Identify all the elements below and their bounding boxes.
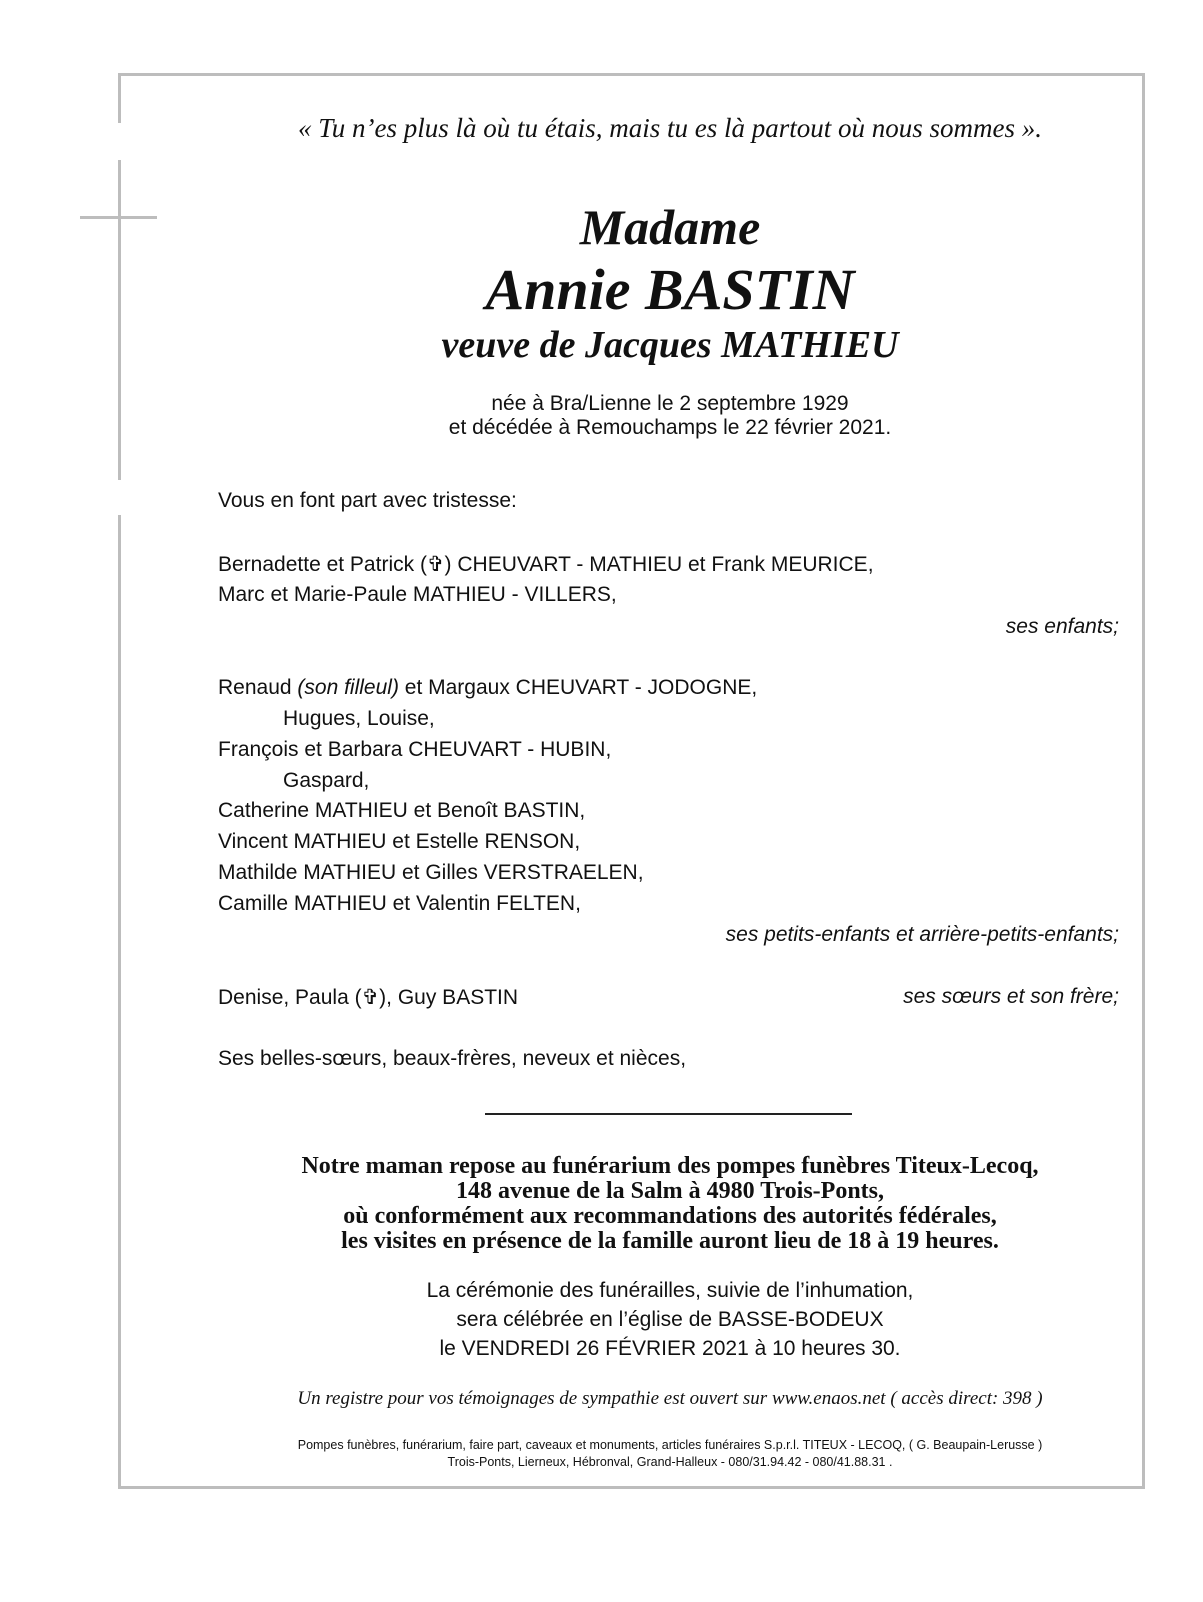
deceased-name: Annie BASTIN [485,257,855,322]
children-role: ses enfants; [1005,615,1119,638]
ceremony-notice [120,1276,1203,1363]
siblings-role: ses sœurs et son frère; [903,985,1119,1008]
footer-line: Pompes funèbres, funérarium, faire part, caveaux et monuments, articles funéraires S.p.r.l. TITEUX - LECOQ, ( G. Beaupain-Lerusse ) [297,1438,1043,1452]
grandchildren-role: ses petits-enfants et arrière-petits-enfants; [725,923,1119,946]
in-laws-line: Ses belles-sœurs, beaux-frères, neveux et nièces, [218,1047,687,1070]
grandchildren-line: Vincent MATHIEU et Estelle RENSON, [218,830,581,853]
siblings-line: Denise, Paula (✞), Guy BASTIN [218,986,519,1009]
grandchildren-line: François et Barbara CHEUVART - HUBIN, [218,738,612,761]
separator-line [485,1113,852,1115]
grandchildren-line: Mathilde MATHIEU et Gilles VERSTRAELEN, [218,861,644,884]
grandchild-partner: et Margaux CHEUVART - JODOGNE, [398,676,758,699]
frame-top-border [118,73,1145,76]
grandchildren-line [218,676,757,700]
ceremony-line: le VENDREDI 26 FÉVRIER 2021 à 10 heures 30. [439,1337,901,1360]
funerarium-notice [120,1154,1203,1254]
great-grandchildren-line: Gaspard, [283,769,370,792]
death-line: et décédée à Remouchamps le 22 février 2021. [448,416,892,439]
condolence-register: Un registre pour vos témoignages de sympathie est ouvert sur www.enaos.net ( accès direct: 398 ) [297,1388,1043,1409]
intro-text: Vous en font part avec tristesse: [218,489,517,512]
honorific-title: Madame [579,199,761,255]
widow-of: veuve de Jacques MATHIEU [441,324,899,366]
ceremony-line: La cérémonie des funérailles, suivie de l’inhumation, [426,1279,914,1302]
life-dates [120,392,1203,440]
footer-line: Trois-Ponts, Lierneux, Hébronval, Grand-Halleux - 080/31.94.42 - 080/41.88.31 . [447,1455,893,1469]
grandchild-name: Renaud [218,676,298,699]
funerarium-line: où conformément aux recommandations des autorités fédérales, [343,1203,997,1229]
funerarium-line: les visites en présence de la famille auront lieu de 18 à 19 heures. [341,1228,999,1254]
grandchildren-line: Catherine MATHIEU et Benoît BASTIN, [218,799,586,822]
great-grandchildren-line: Hugues, Louise, [283,707,435,730]
frame-bottom-border [118,1486,1145,1489]
godson-note: (son filleul) [297,676,399,699]
funerarium-line: Notre maman repose au funérarium des pompes funèbres Titeux-Lecoq, [301,1153,1039,1179]
ceremony-line: sera célébrée en l’église de BASSE-BODEUX [456,1308,884,1331]
grandchildren-line: Camille MATHIEU et Valentin FELTEN, [218,892,581,915]
epigraph-quote: « Tu n’es plus là où tu étais, mais tu es là partout où nous sommes ». [297,113,1043,143]
funerarium-line: 148 avenue de la Salm à 4980 Trois-Ponts, [455,1178,885,1204]
birth-line: née à Bra/Lienne le 2 septembre 1929 [491,392,849,415]
children-line: Marc et Marie-Paule MATHIEU - VILLERS, [218,583,617,606]
children-line: Bernadette et Patrick (✞) CHEUVART - MATHIEU et Frank MEURICE, [218,553,874,576]
funeral-home-footer [120,1437,1203,1471]
